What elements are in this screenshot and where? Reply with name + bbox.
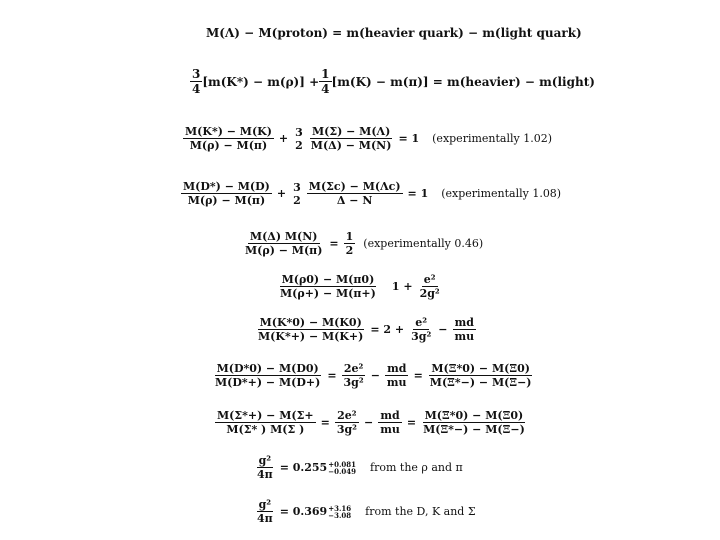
fraction-rho-pion: $\frac{M(\rho 0) - M(\pi 0)}{M(\rho+) - M(\pi+)}$: [280, 273, 376, 300]
minus-sign: −: [370, 369, 380, 382]
experimental-note: (experimentally 1.08): [441, 187, 562, 200]
fraction-e2-3g2: $\frac{\text{e²}}{\text{3g²}}$: [411, 316, 432, 343]
equals-sign: =: [327, 369, 337, 382]
fraction-delta-nucleon: $\frac{M(\Delta) M(N)}{M(\rho) - M(\pi)}$: [245, 230, 323, 257]
equals-sign: =: [413, 369, 423, 382]
uncertainty: +0.081 −0.049: [328, 459, 357, 476]
equation-sigma-isospin: [215, 410, 527, 435]
experimental-note: (experimentally 0.46): [363, 237, 484, 250]
coupling-value: = 0.255: [279, 461, 328, 474]
one-plus: 1 +: [391, 280, 413, 293]
fraction-md-mu: $\frac{md}{mu}$: [380, 409, 400, 436]
equation-quark-mass-average: [190, 68, 595, 95]
fraction-three-halves: 3 2: [293, 180, 301, 207]
equation-rho-pion-isospin: [278, 274, 442, 299]
fraction-xi: $\frac{M(\Xi*0) - M(\Xi 0)}{M(\Xi*-) - M(\Xi-)}$: [423, 409, 525, 436]
equals-one: = 1: [407, 187, 429, 200]
equals-two-plus: = 2 +: [370, 323, 405, 336]
equation-delta-ratio: [243, 231, 483, 256]
term-vector-meson: [m(K*) − m(ρ)] +: [202, 74, 320, 89]
uncertainty: +3.16 −3.08: [328, 503, 352, 520]
fraction-kaon-isospin: $\frac{M(K*0) - M(K0)}{M(K*+) - M(K+)}$: [258, 316, 364, 343]
fraction-md-mu: $\frac{md}{mu}$: [386, 362, 407, 389]
experimental-note: (experimentally 1.02): [432, 132, 553, 145]
fraction-xi: $\frac{M(\Xi*0) - M(\Xi 0)}{M(\Xi*-) - M(\Xi-)}$: [429, 362, 532, 389]
source-note: from the ρ and π: [370, 461, 463, 474]
equation-lambda-proton: [206, 27, 582, 39]
plus-sign: +: [278, 132, 289, 145]
fraction-2e2-3g2: $\frac{\text{2e²}}{\text{3g²}}$: [343, 362, 364, 389]
fraction-d-meson: $\frac{M(D*0) - M(D0)}{M(D*+) - M(D+)}$: [215, 362, 321, 389]
fraction-sigma: $\frac{M(\Sigma*+) - M(\Sigma+}{M(\Sigma* ) M(\Sigma )}$: [217, 409, 314, 436]
fraction-sigma-lambda: $\frac{M(\Sigma) - M(\Lambda)}{M(\Delta) - M(N)}$: [310, 125, 392, 152]
coupling-value: = 0.369: [279, 505, 328, 518]
equation-charm-ratio: [181, 181, 561, 206]
equals-one: = 1: [398, 132, 420, 145]
equals-sign: =: [320, 416, 330, 429]
fraction-one-quarter: $\frac{1}{4}$: [321, 67, 330, 96]
equation-charm-isospin: [213, 363, 534, 388]
source-note: from the D, K and Σ: [365, 505, 476, 518]
fraction-2e2-3g2: $\frac{\text{2e²}}{\text{3g²}}$: [336, 409, 357, 436]
equals-sign: =: [406, 416, 417, 429]
fraction-charm: $\frac{M(D*) - M(D)}{M(\rho) - M(\pi)}$: [183, 180, 270, 207]
equation-coupling-heavy: [255, 499, 476, 524]
equation-kaon-isospin: [256, 317, 476, 342]
equation-text: M(Λ) − M(proton) = m(heavier quark) − m(light quark): [206, 26, 582, 40]
fraction-one-half: $\frac{1}{2}$: [345, 230, 354, 257]
equals-sign: =: [329, 237, 339, 250]
fraction-g2-4pi: $\frac{\text{g²}}{4\pi}$: [257, 454, 273, 481]
term-pseudoscalar: [m(K) − m(π)] = m(heavier) − m(light): [331, 74, 595, 89]
fraction-three-halves: 3 2: [295, 125, 303, 152]
plus-sign: +: [276, 187, 287, 200]
minus-sign: −: [438, 323, 448, 336]
equation-coupling-rho-pi: [255, 455, 463, 480]
fraction-kaon: $\frac{M(K*) - M(K)}{M(\rho) - M(\pi)}$: [185, 125, 272, 152]
fraction-three-quarters: $\frac{3}{4}$: [192, 67, 201, 96]
fraction-e2-2g2: $\frac{\text{e²}}{\text{2g²}}$: [419, 273, 440, 300]
fraction-md-mu: $\frac{md}{mu}$: [454, 316, 475, 343]
minus-sign: −: [363, 416, 374, 429]
equation-kaon-ratio: [183, 126, 552, 151]
fraction-charmed-baryon: $\frac{M(\Sigma c) - M(\Lambda c)}{\Delta - N}$: [308, 180, 401, 207]
fraction-g2-4pi: $\frac{\text{g²}}{4\pi}$: [257, 498, 273, 525]
